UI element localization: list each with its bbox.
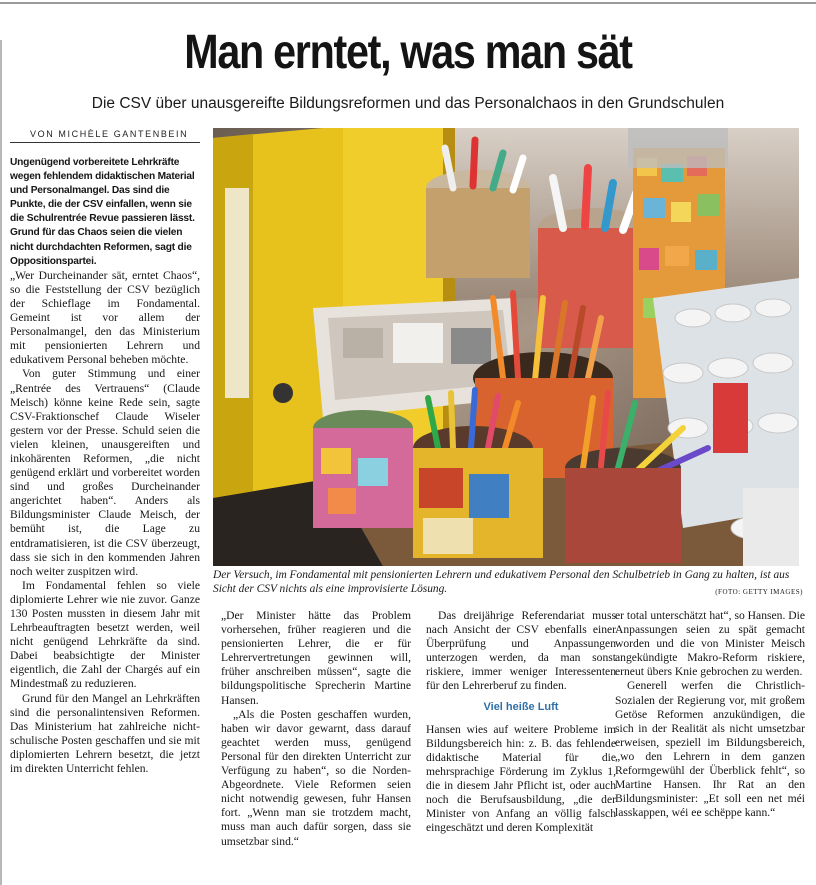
byline-rule [10, 142, 200, 143]
paragraph: Das dreijährige Referendariat muss nach Ansicht der CSV ebenfalls einer Überprüfung und Anpassungen unterzogen werden, da man sonst riskiere, immer weniger Interessenten für den Lehrerberuf zu finden. [426, 609, 616, 693]
subheadline: Die CSV über unausgereifte Bildungsreformen und das Personalchaos in den Grundschulen [91, 95, 725, 112]
paragraph: „Als die Posten geschaffen wurden, haben wir davor gewarnt, dass darauf geachtet werden muss, genügend Personal für den direkten Unterricht zur Verfügung zu haben“, so die Norden-Abgeordnete. Viele Reformen seien nicht notwendig gewesen, fuhr Hansen fort. „Wenn man sie trotzdem macht, muss man auch dafür sorgen, dass sie umsetzbar sind.“ [221, 707, 411, 848]
article-photo [213, 128, 799, 566]
headline: Man erntet, was man sät [184, 26, 632, 79]
article-lead: Ungenügend vorbereitete Lehrkräfte wegen fehlendem didaktischen Material und Personalmangel. Das sind die Punkte, die der CSV einfallen, wenn sie die Schulrentrée Revue passieren lässt. Grund für das Chaos seien die vielen nicht durchdachten Reformen, sagt die Oppositionspartei. [10, 157, 195, 267]
paragraph: „Der Minister hätte das Problem vorhersehen, früher reagieren und die pensionierten Lehrer, die er für Lehrervertretungen gewinnen will, früher anschreiben müssen“, sagte die bildungspolitische Sprecherin Martine Hansen. [221, 609, 411, 707]
paragraph: er total unterschätzt hat“, so Hansen. Die Anpassungen seien zu spät gemacht worden und die von Minister Meisch angekündigte Makro-Reform riskiere, erneut übers Knie gebrochen zu werden. [615, 609, 805, 679]
photo-caption [213, 568, 803, 599]
caption-text: Der Versuch, im Fondamental mit pensionierten Lehrern und edukativem Personal den Schulbetrieb in Gang zu halten, ist aus Sicht der CSV nichts als eine improvisierte Lösung. [213, 569, 790, 595]
paragraph: Hansen wies auf weitere Probleme im Bildungsbereich hin: z. B. das fehlende didaktische Material für die mehrsprachige Förderung im Zyklus 1, die in diesem Jahr Pflicht ist, oder auch noch die Berufsausbildung, „die der Minister von Anfang an völlig falsch eingeschätzt und deren Komplexität [426, 722, 616, 835]
article-column-1 [10, 156, 200, 776]
article-column-2 [221, 609, 411, 849]
paragraph: Grund für den Mangel an Lehrkräften sind die personalintensiven Reformen. Das Ministerium hat zahlreiche nicht-schulische Posten geschaffen und sie mit diplomierten Lehrern besetzt, die jetzt im direkten Unterricht fehlen. [10, 691, 200, 776]
paragraph: Generell werfen die Christlich-Sozialen der Regierung vor, mit großem Getöse Reformen anzukündigen, die sich in der Realität als nicht umsetzbar erweisen, speziell im Bildungsbereich, „wo den Lehrern in dem ganzen Reformgewühl der Überblick fehlt“, so Martine Hansen. Ihr Rat an den Bildungsminister: „Et soll een net méi lasskappen, wéi ee schëppe kann.“ [615, 679, 805, 820]
photo-credit: (FOTO: GETTY IMAGES) [715, 588, 803, 596]
crosshead: Viel heiße Luft [483, 700, 559, 713]
left-column-rule [0, 40, 2, 885]
article-column-3 [426, 609, 616, 835]
article-column-4 [615, 609, 805, 820]
paragraph: Im Fondamental fehlen so viele diplomierte Lehrer wie nie zuvor. Ganze 130 Posten mussten in diesem Jahr mit Lehrbeauftragten besetzt werden, weil nicht genügend Lehrkräfte da sind. Dabei beabsichtigte der Minister eigentlich, die Zahl der Chargés auf ein Mindestmaß zu reduzieren. [10, 578, 200, 691]
top-rule [0, 2, 816, 4]
byline: VON MICHÈLE GANTENBEIN [30, 129, 189, 139]
paragraph: „Wer Durcheinander sät, erntet Chaos“, so die Feststellung der CSV bezüglich der Schieflage im Fondamental. Gemeint ist vor allem der Personalmangel, den das Ministerium mit pensionierten Lehrern und edukativem Personal beheben möchte. [10, 268, 200, 367]
paragraph: Von guter Stimmung und einer „Rentrée des Vertrauens“ (Claude Meisch) könne keine Rede sein, sagte CSV-Fraktionschef Claude Wiseler gestern vor der Presse. Schuld seien die vielen kleinen, unausgereiften und inkohärenten Reformen, „die nicht genügend erklärt und vorbereitet worden sind und großes Durcheinander angerichtet haben“. Anders als Bildungsminister Claude Meisch, der bemüht ist, die Lage zu entdramatisieren, ist die CSV überzeugt, dass sie sich in den kommenden Jahren noch weiter zuspitzen wird. [10, 367, 200, 578]
